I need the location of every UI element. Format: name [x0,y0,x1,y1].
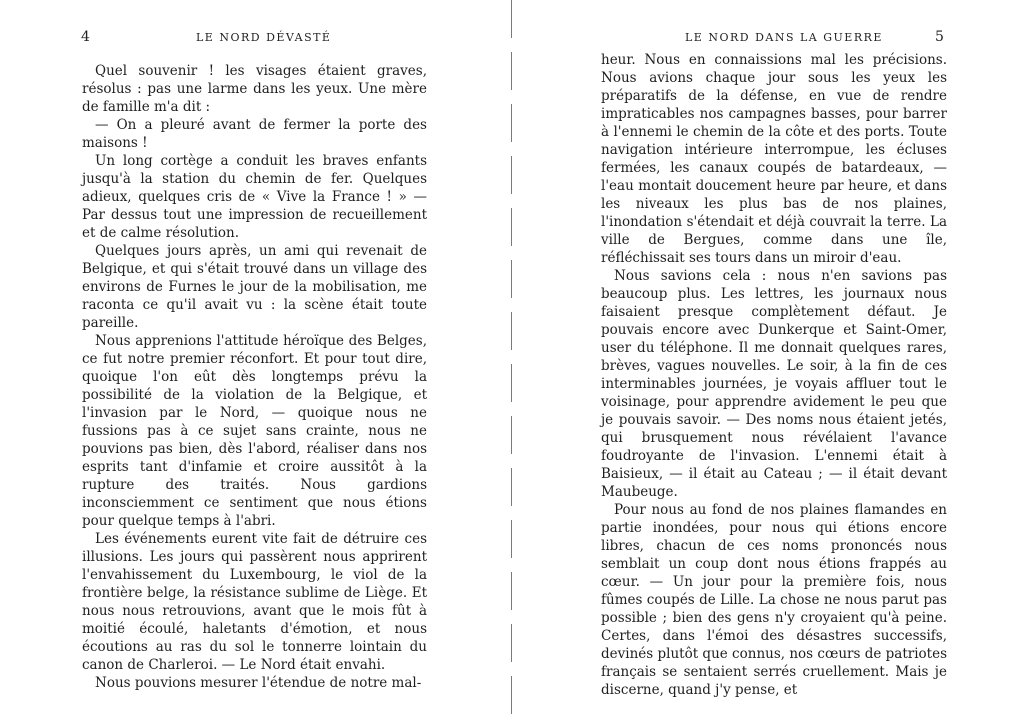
paragraph-continuation: heur. Nous en connaissions mal les précisions. Nous avions chaque jour sous les yeux les préparatifs de la défense, en vue de rendre impraticables nos campagnes basses, pour barrer à l'ennemi le chemin de la côte et des ports. Toute navigation intérieure interrompue, les écluses fermées, les canaux coupés de batardeaux, — l'eau montait doucement heure par heure, et dans les niveaux les plus bas de nos plaines, l'inondation s'étendait et déjà couvrait la terre. La ville de Bergues, comme dans une île, réfléchissait ses tours dans un miroir d'eau. [601,52,947,266]
left-page-body [82,62,427,692]
page-number-right: 5 [935,29,944,45]
paragraph: Nous savions cela : nous n'en savions pas beaucoup plus. Les lettres, les journaux nous faisaient presque complètement défaut. Je pouvais encore avec Dunkerque et Saint-Omer, user du téléphone. Il me donnait quelques rares, brèves, vagues nouvelles. Le soir, à la fin de ces interminables journées, je voyais affluer tout le voisinage, pour apprendre avidement le peu que je pouvais savoir. — Des noms nous étaient jetés, qui brusquement nous révélaient l'avance foudroyante de l'invasion. L'ennemi était à Baisieux, — il était au Cateau ; — il était devant Maubeuge. [601,268,947,500]
paragraph: Un long cortège a conduit les braves enfants jusqu'à la station du chemin de fer. Quelques adieux, quelques cris de « Vive la France ! » — Par dessus tout une impression de recueillement et de calme résolution. [82,153,427,241]
paragraph: Les événements eurent vite fait de détruire ces illusions. Les jours qui passèrent nous apprirent l'envahissement du Luxembourg, le viol de la frontière belge, la résistance sublime de Liège. Et nous nous retrouvions, avant que le mois fût à moitié écoulé, haletants d'émotion, et nous écoutions au ras du sol le tonnerre lointain du canon de Charleroi. — Le Nord était envahi. [82,531,427,673]
paragraph: Quel souvenir ! les visages étaient graves, résolus : pas une larme dans les yeux. Une mère de famille m'a dit : [82,63,427,115]
running-head-left: LE NORD DÉVASTÉ [196,31,332,44]
paragraph: — On a pleuré avant de fermer la porte des maisons ! [82,117,427,151]
paragraph: Quelques jours après, un ami qui revenait de Belgique, et qui s'était trouvé dans un village des environs de Furnes le jour de la mobilisation, me raconta ce qu'il avait vu : la scène était toute pareille. [82,243,427,331]
page-number-left: 4 [81,29,90,45]
right-page-body [601,51,947,699]
right-page [512,0,1024,727]
paragraph: Nous apprenions l'attitude héroïque des Belges, ce fut notre premier réconfort. Et pour tout dire, quoique l'on eût dès longtemps prévu la possibilité de la violation de la Belgique, et l'invasion par le Nord, — quoique nous ne fussions pas à ce sujet sans crainte, nous ne pouvions pas bien, dès l'abord, réaliser dans nos esprits tant d'infamie et croire aussitôt à la rupture des traités. Nous gardions inconsciemment ce sentiment que nous étions pour quelque temps à l'abri. [82,333,427,529]
paragraph: Nous pouvions mesurer l'étendue de notre mal- [95,675,422,691]
running-head-right: LE NORD DANS LA GUERRE [685,31,883,44]
paragraph: Pour nous au fond de nos plaines flamandes en partie inondées, pour nous qui étions encore libres, chacun de ces noms prononcés nous semblait un coup dont nous étions frappés au cœur. — Un jour pour la première fois, nous fûmes coupés de Lille. La chose ne nous parut pas possible ; bien des gens n'y croyaient qu'à peine. Certes, dans l'émoi des désastres successifs, devinés plutôt que connus, nos cœurs de patriotes français se sentaient serrés cruellement. Mais je discerne, quand j'y pense, et [601,502,947,698]
